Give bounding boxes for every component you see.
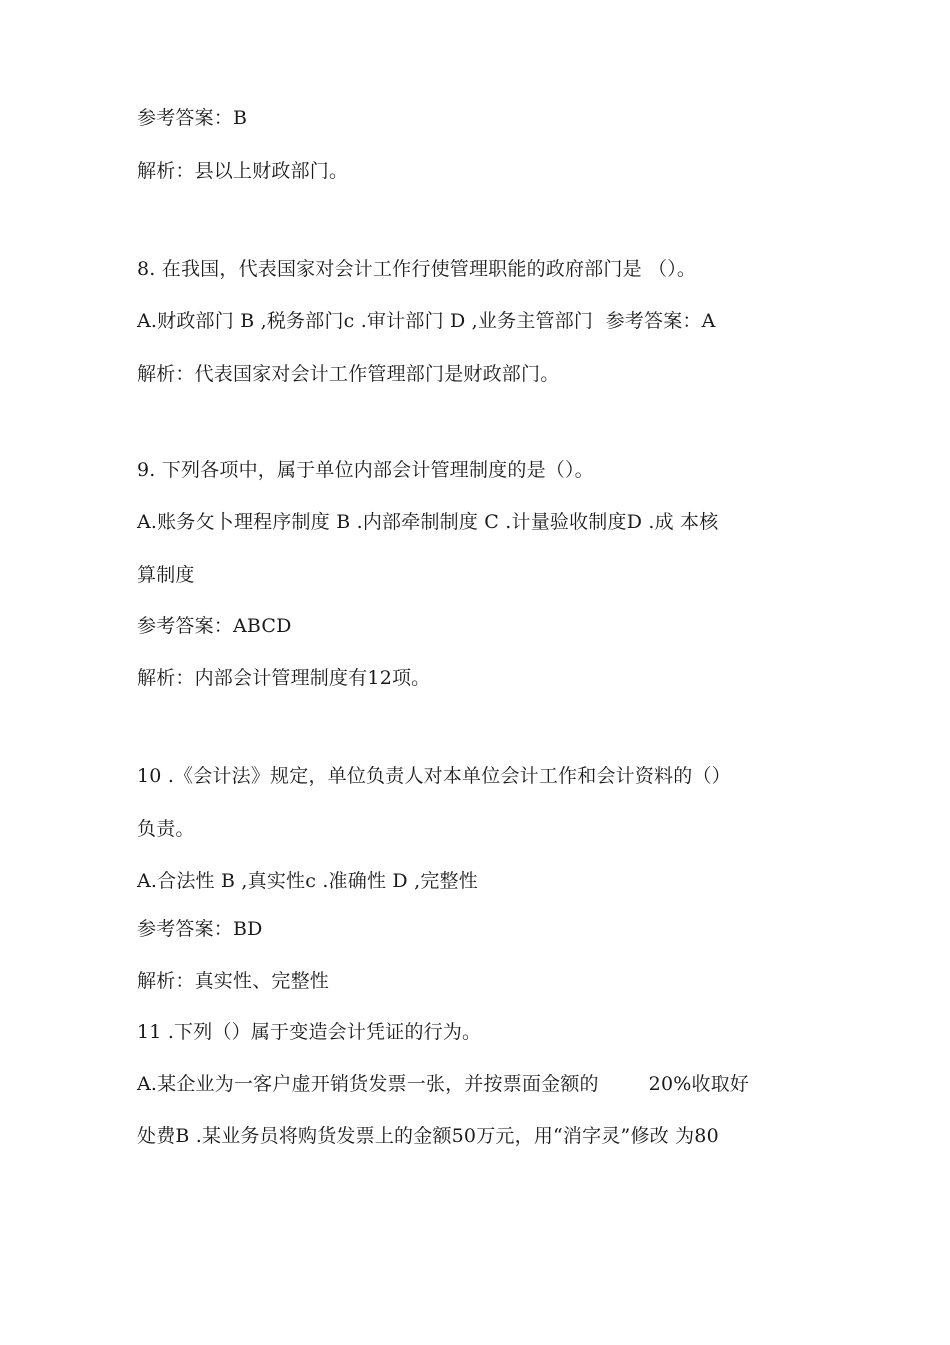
answer-10: 参考答案：BD bbox=[137, 918, 263, 940]
options-9-part-1: A.账务攵卜理程序制度 B .内部牵制制度 C .计量验收制度D .成 本核 bbox=[137, 511, 719, 533]
explanation-line-7: 解析：县以上财政部门。 bbox=[137, 160, 349, 182]
options-9-part-2: 算制度 bbox=[137, 564, 195, 586]
question-11: 11 .下列（）属于变造会计凭证的行为。 bbox=[137, 1021, 482, 1043]
answer-line-7: 参考答案：B bbox=[137, 107, 248, 129]
options-10: A.合法性 B ,真实性c .准确性 D ,完整性 bbox=[137, 870, 478, 892]
question-9: 9. 下列各项中，属于单位内部会计管理制度的是（）。 bbox=[137, 459, 594, 481]
options-11-part-2: 处费B .某业务员将购货发票上的金额50万元，用“消字灵”修改 为80 bbox=[137, 1125, 719, 1147]
explanation-9: 解析：内部会计管理制度有12项。 bbox=[137, 667, 431, 689]
explanation-8: 解析：代表国家对会计工作管理部门是财政部门。 bbox=[137, 363, 560, 385]
question-8: 8. 在我国，代表国家对会计工作行使管理职能的政府部门是 （）。 bbox=[137, 258, 697, 280]
answer-9: 参考答案：ABCD bbox=[137, 615, 292, 637]
question-10-part-2: 负责。 bbox=[137, 818, 195, 840]
explanation-10: 解析：真实性、完整性 bbox=[137, 970, 330, 992]
question-10-part-1: 10 .《会计法》规定，单位负责人对本单位会计工作和会计资料的（） bbox=[137, 765, 731, 787]
options-11-part-1: A.某企业为一客户虚开销货发票一张，并按票面金额的 20%收取好 bbox=[137, 1073, 750, 1095]
options-and-answer-8: A.财政部门 B ,税务部门c .审计部门 D ,业务主管部门 参考答案：A bbox=[137, 310, 716, 332]
